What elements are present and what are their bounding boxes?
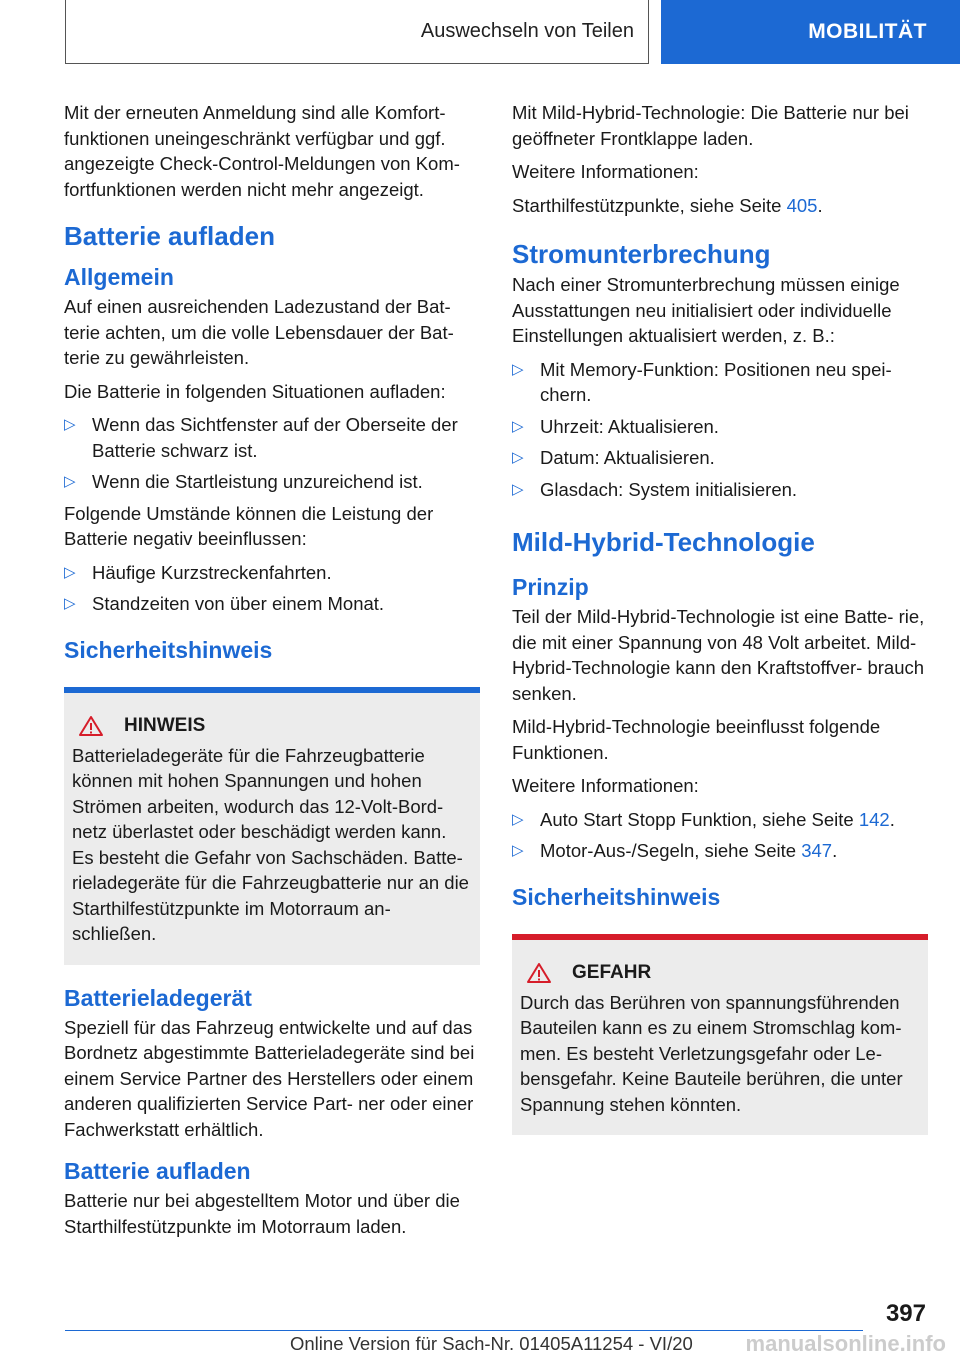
triangle-bullet-icon: ▷ bbox=[512, 449, 524, 466]
reference-text: Starthilfestützpunkte, siehe Seite bbox=[512, 194, 787, 216]
danger-box bbox=[512, 934, 928, 1136]
header-section-title bbox=[65, 0, 649, 64]
weitere-informationen: Weitere Informationen: bbox=[512, 161, 699, 182]
list-item-text: Wenn das Sichtfenster auf der Oberseite der Batterie schwarz ist. bbox=[92, 414, 458, 461]
triangle-bullet-icon: ▷ bbox=[512, 810, 524, 828]
danger-title bbox=[520, 962, 920, 984]
reset-list bbox=[512, 357, 928, 503]
list-item bbox=[512, 414, 928, 440]
heading-batterie-aufladen-sub: Batterie aufladen bbox=[64, 1158, 251, 1184]
triangle-bullet-icon: ▷ bbox=[64, 595, 76, 612]
list-item-text: Mit Memory-Funktion: Positionen neu spei- chern. bbox=[540, 358, 892, 405]
footer-divider bbox=[65, 1330, 863, 1331]
prinzip-paragraph-2: Mild-Hybrid-Technologie beeinflusst folgende Funktionen. bbox=[512, 716, 881, 763]
situation-list bbox=[64, 412, 480, 495]
triangle-bullet-icon: ▷ bbox=[512, 842, 524, 859]
weitere-informationen-2: Weitere Informationen: bbox=[512, 775, 699, 796]
triangle-bullet-icon: ▷ bbox=[512, 417, 524, 435]
heading-mild-hybrid-technologie: Mild-Hybrid-Technologie bbox=[512, 527, 815, 557]
heading-batterieladegeraet: Batterieladegerät bbox=[64, 984, 252, 1011]
page-link-347[interactable]: 347 bbox=[801, 840, 833, 861]
notice-box bbox=[64, 687, 480, 965]
ladegeraet-paragraph: Speziell für das Fahrzeug entwickelte und auf das Bordnetz abgestimmte Batterieladegeräte sind bei einem Service Partner des Herstellers oder einem anderen qualifizierten Service Part- ner oder einer Fachwerkstatt erhältlich. bbox=[64, 1016, 475, 1140]
prinzip-paragraph-1: Teil der Mild-Hybrid-Technologie ist eine Batte- rie, die mit einer Spannung von 48 Volt arbeitet. Mild-Hybrid-Technologie kann den Kraftstoffver- brauch senken. bbox=[512, 606, 925, 704]
reference-list bbox=[512, 807, 928, 864]
list-item-text: Glasdach: System initialisieren. bbox=[540, 478, 798, 500]
list-item-text: Wenn die Startleistung unzureichend ist. bbox=[92, 471, 423, 492]
list-item bbox=[64, 560, 480, 586]
heading-stromunterbrechung: Stromunterbrechung bbox=[512, 239, 771, 269]
list-item bbox=[512, 445, 928, 471]
footer-online-version: Online Version für Sach-Nr. 01405A11254 - VI/20 bbox=[290, 1333, 693, 1354]
notice-title-text: HINWEIS bbox=[124, 714, 206, 736]
warning-triangle-icon bbox=[526, 962, 552, 984]
chapter-title-text: MOBILITÄT bbox=[808, 20, 927, 43]
danger-title-text: GEFAHR bbox=[572, 961, 652, 983]
list-item-text: Standzeiten von über einem Monat. bbox=[92, 593, 385, 614]
list-item-text: Motor-Aus-/Segeln, siehe Seite bbox=[540, 840, 802, 861]
allgemein-paragraph-1: Auf einen ausreichenden Ladezustand der Bat- terie achten, um die volle Lebensdauer der Bat- terie zu gewährleisten. bbox=[64, 296, 454, 368]
heading-allgemein: Allgemein bbox=[64, 264, 174, 290]
page-link-142[interactable]: 142 bbox=[858, 808, 890, 830]
notice-text: Batterieladegeräte für die Fahrzeugbatterie können mit hohen Spannungen und hohen Strömen arbeiten, wodurch das 12-Volt-Bord- netz überlastet oder beschädigt werden kann. Es besteht die Gefahr von Sachschäden. Batte- rieladegeräte für die Fahrzeugbatterie nur an die Starthilfestützpunkte im Motorraum an- schließen. bbox=[72, 744, 469, 944]
triangle-bullet-icon: ▷ bbox=[512, 360, 524, 378]
heading-sicherheitshinweis: Sicherheitshinweis bbox=[64, 636, 273, 663]
list-item bbox=[64, 412, 480, 463]
list-item-text: Häufige Kurzstreckenfahrten. bbox=[92, 561, 332, 583]
page-number: 397 bbox=[885, 1300, 926, 1327]
danger-text: Durch das Berühren von spannungsführenden Bauteilen kann es zu einem Stromschlag kom- men. Es besteht Verletzungsgefahr oder Le- bensgefahr. Keine Bauteile berühren, die unter Spannung stehen könnten. bbox=[520, 991, 903, 1115]
page-link-405[interactable]: 405 bbox=[786, 194, 818, 216]
allgemein-paragraph-2: Die Batterie in folgenden Situationen aufladen: bbox=[64, 380, 446, 402]
list-item-text: Uhrzeit: Aktualisieren. bbox=[540, 415, 719, 437]
list-item-text: Datum: Aktualisieren. bbox=[540, 447, 715, 468]
triangle-bullet-icon: ▷ bbox=[64, 473, 76, 490]
aufladen-paragraph: Batterie nur bei abgestelltem Motor und über die Starthilfestützpunkte im Motorraum laden. bbox=[64, 1190, 460, 1237]
list-item bbox=[64, 591, 480, 617]
left-column bbox=[64, 100, 480, 1247]
header-chapter-tab[interactable] bbox=[661, 0, 960, 64]
heading-prinzip: Prinzip bbox=[512, 574, 589, 600]
triangle-bullet-icon: ▷ bbox=[512, 480, 524, 498]
list-item bbox=[512, 357, 928, 408]
watermark: manualsonline.info bbox=[745, 1331, 946, 1356]
intro-paragraph: Mit der erneuten Anmeldung sind alle Komfort- funktionen uneingeschränkt verfügbar und ggf. angezeigte Check-Control-Meldungen von Kom- fortfunktionen werden nicht mehr angezeigt. bbox=[64, 102, 460, 200]
starthilfe-reference: Starthilfestützpunkte, siehe Seite 405. bbox=[512, 194, 823, 216]
allgemein-paragraph-3: Folgende Umstände können die Leistung der Batterie negativ beeinflussen: bbox=[64, 502, 434, 549]
strom-paragraph: Nach einer Stromunterbrechung müssen einige Ausstattungen neu initialisiert oder individuelle Einstellungen aktualisiert werden, z. B.: bbox=[512, 274, 900, 346]
mild-hybrid-paragraph: Mit Mild-Hybrid-Technologie: Die Batterie nur bei geöffneter Frontklappe laden. bbox=[512, 102, 909, 149]
heading-sicherheitshinweis-2: Sicherheitshinweis bbox=[512, 883, 721, 910]
factor-list bbox=[64, 560, 480, 617]
list-item: ▷ Motor-Aus-/Segeln, siehe Seite 347. bbox=[512, 838, 928, 864]
section-title-text: Auswechseln von Teilen bbox=[420, 20, 634, 42]
list-item-text: Auto Start Stopp Funktion, siehe Seite bbox=[540, 808, 859, 830]
warning-triangle-icon bbox=[78, 715, 104, 737]
list-item bbox=[512, 477, 928, 503]
triangle-bullet-icon: ▷ bbox=[64, 416, 76, 433]
right-column bbox=[512, 100, 928, 1153]
list-item bbox=[64, 469, 480, 495]
triangle-bullet-icon: ▷ bbox=[64, 563, 76, 581]
notice-title bbox=[72, 715, 472, 737]
list-item: ▷ Auto Start Stopp Funktion, siehe Seite 142. bbox=[512, 807, 928, 833]
heading-batterie-aufladen: Batterie aufladen bbox=[64, 221, 275, 251]
